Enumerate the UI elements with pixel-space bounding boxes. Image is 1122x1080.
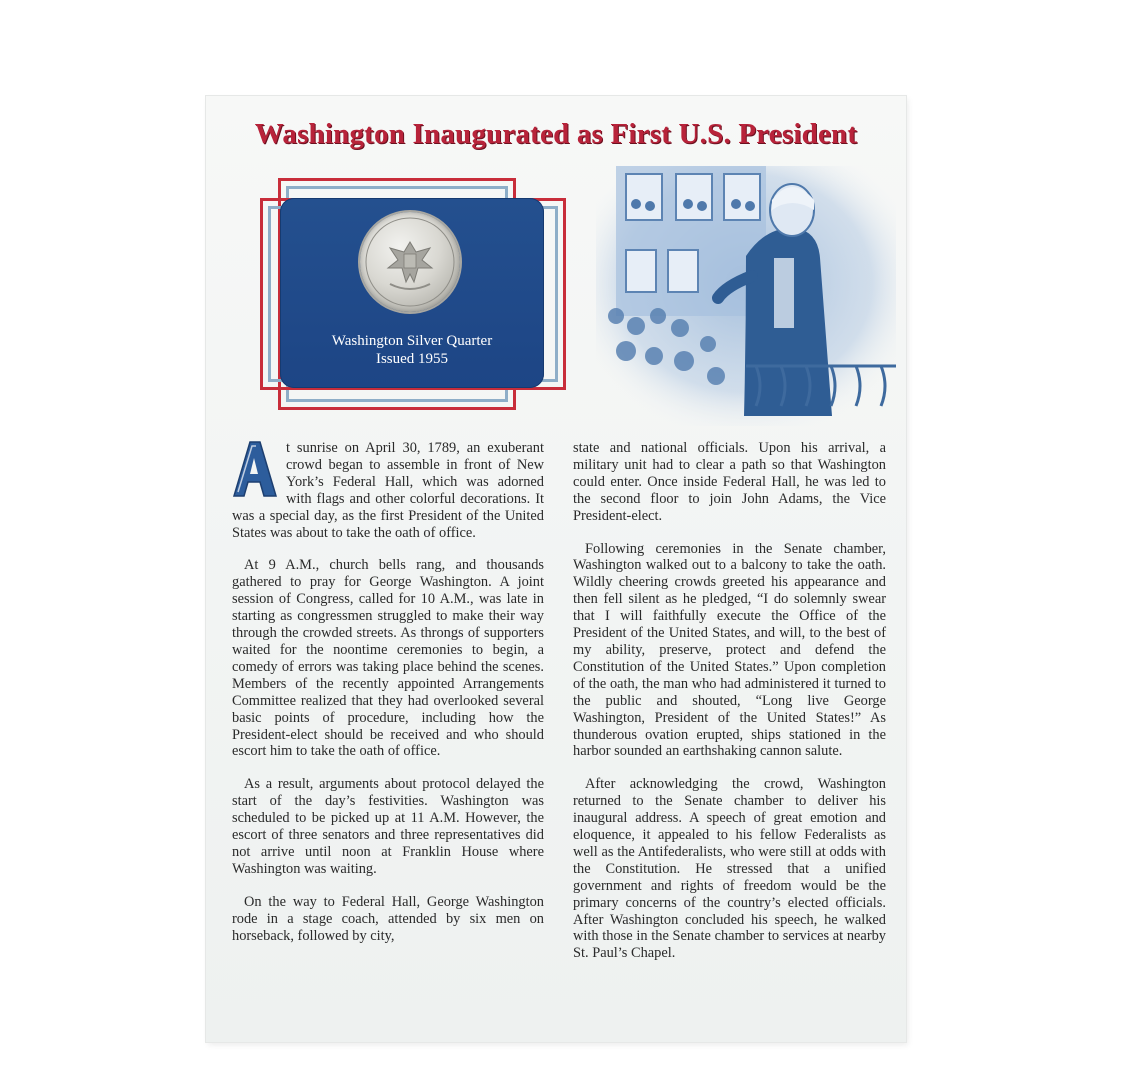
eagle-icon xyxy=(360,212,460,312)
article-column-right xyxy=(573,440,886,978)
right-paragraph-2: Following ceremonies in the Senate chamber, Washington walked out to a balcony to take the oath. Wildly cheering crowds greeted his appearance and then fell silent as he pledged, “I do solemnly swear that I will faithfully execute the Office of the President of the United States, and will, to the best of my ability, preserve, protect and defend the Constitution of the United States.” Upon completion of the oath, the man who had administered it turned to the public and shouted, “Long live George Washington, President of the United States!” As thunderous ovation erupted, ships stationed in the harbor sounded an earthshaking cannon salute. xyxy=(573,540,886,760)
coin-caption-name: Washington Silver Quarter xyxy=(331,333,493,349)
coin-panel xyxy=(280,198,544,388)
article-column-left xyxy=(232,440,544,960)
coin-caption-year: Issued 1955 xyxy=(375,351,449,367)
coin-display-card xyxy=(206,96,906,1042)
silver-quarter-coin xyxy=(360,212,460,312)
left-paragraph-2: At 9 A.M., church bells rang, and thousands gathered to pray for George Washington. A joint session of Congress, called for 10 A.M., was late in starting as congressmen struggled to make their way through the crowded streets. As throngs of supporters waited for the noontime ceremonies to begin, a comedy of errors was taking place behind the scenes. Members of the recently appointed Arrangements Committee realized that they had overlooked several basic points of procedure, including how the President-elect should be received and who should escort him to take the oath of office. xyxy=(232,557,544,760)
right-paragraph-3: After acknowledging the crowd, Washington returned to the Senate chamber to deliver his inaugural address. A speech of great emotion and eloquence, it appealed to his fellow Federalists as well as the Antifederalists, who were still at odds with the Constitution. He stressed that a unified government and rights of freedom would be the primary concerns of the country’s elected officials. After Washington concluded his speech, he walked with those in the Senate chamber to services at nearby St. Paul’s Chapel. xyxy=(573,776,886,962)
left-paragraph-4: On the way to Federal Hall, George Washington rode in a stage coach, attended by six men on horseback, followed by city, xyxy=(232,893,544,944)
page-title: Washington Inaugurated as First U.S. President xyxy=(254,118,858,150)
left-paragraph-1: t sunrise on April 30, 1789, an exuberant crowd began to assemble in front of New York’s Federal Hall, which was adorned with flags and other colorful decorations. It was a special day, as the first President of the United States was about to take the oath of office. xyxy=(232,440,544,541)
svg-text:A: A xyxy=(254,496,255,497)
drop-cap-letter xyxy=(228,438,280,498)
inauguration-illustration xyxy=(596,166,896,426)
left-paragraph-3: As a result, arguments about protocol delayed the start of the day’s festivities. Washington was scheduled to be picked up at 11 A.M. However, the escort of three senators and three representatives did not arrive until noon at Franklin House where Washington was waiting. xyxy=(232,776,544,877)
right-paragraph-1: state and national officials. Upon his arrival, a military unit had to clear a path so that Washington could enter. Once inside Federal Hall, he was led to the second floor to join John Adams, the Vice President-elect. xyxy=(573,440,886,524)
